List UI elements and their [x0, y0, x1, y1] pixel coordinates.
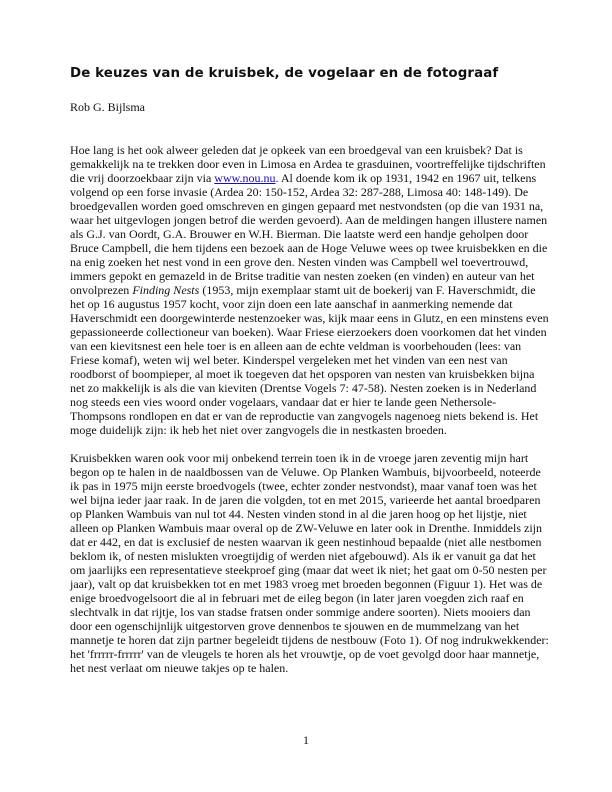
- document-title: De keuzes van de kruisbek, de vogelaar en de fotograaf: [70, 66, 499, 81]
- paragraph-1-text-a: Hoe lang is het ook alweer geleden dat je opkeek van een broedgeval van een kruisbek? Dat is gemakkelijk na te trekken door even in Limosa en Ardea te grasduinen, voortreffelijke tijdschriften die vrij doorzoekbaar zijn via: [70, 143, 546, 185]
- nou-website-link[interactable]: www.nou.nu: [214, 171, 276, 185]
- article-body: [70, 143, 550, 689]
- paragraph-1: [70, 143, 550, 437]
- author-name: Rob G. Bijlsma: [70, 100, 146, 114]
- paragraph-1-text-b: . Al doende kom ik op 1931, 1942 en 1967 uit, telkens volgend op een forse invasie (Ardea 20: 150-152, Ardea 32: 287-288, Limosa 40: 148-149). De broedgevallen worden goed omschreven en gingen gepaard met nestvondsten (op die van 1931 na, waar het uitgevlogen jongen betrof die werden gevoerd). Aan de meldingen hangen illustere namen als G.J. van Oordt, G.A. Brouwer en W.H. Bierman. Die laatste werd een handje geholpen door Bruce Campbell, die hem tijdens een bezoek aan de Hoge Veluwe wees op twee kruisbekken en die na enig zoeken het nest vond in een grove den. Nesten vinden was Campbell wel toevertrouwd, immers gepokt en gemazeld in de Britse traditie van nesten zoeken (en vinden) en auteur van het onvolprezen: [70, 171, 548, 297]
- book-title-italic: Finding Nests: [132, 283, 200, 297]
- paragraph-2: Kruisbekken waren ook voor mij onbekend terrein toen ik in de vroege jaren zeventig mijn hart begon op te halen in de naaldbossen van de Veluwe. Op Planken Wambuis, bijvoorbeeld, noteerde ik pas in 1975 mijn eerste broedvogels (twee, echter zonder nestvondst), maar vanaf toen was het wel bijna ieder jaar raak. In de jaren die volgden, tot en met 2015, varieerde het aantal broedparen op Planken Wambuis van nul tot 44. Nesten vinden stond in al die jaren hoog op het lijstje, niet alleen op Planken Wambuis maar overal op de ZW-Veluwe en later ook in Drenthe. Inmiddels zijn dat er 442, en dat is exclusief de nesten waarvan ik geen nestinhoud bepaalde (niet alle nestbomen beklom ik, of nesten mislukten vroegtijdig of werden niet afgebouwd). Als ik er vanuit ga dat het om jaarlijks een representatieve steekproef ging (maar dat weet ik niet; het gaat om 0-50 nesten per jaar), valt op dat kruisbekken tot en met 1983 vroeg met broeden begonnen (Figuur 1). Het was de enige broedvogelsoort die al in februari met de eileg begon (in later jaren voegden zich raaf en slechtvalk in dat rijtje, los van stadse fratsen onder sommige andere soorten). Niets mooiers dan door een ogenschijnlijk uitgestorven grove dennenbos te sjouwen en de mummelzang van het mannetje te horen dat zijn partner begeleidt tijdens de nestbouw (Foto 1). Of nog indrukwekkender: het 'frrrrr-frrrrr' van de vleugels te horen als het vrouwtje, op de voet gevolgd door haar mannetje, het nest verlaat om nieuwe takjes op te halen.: [70, 451, 549, 675]
- paragraph-1-text-c: (1953, mijn exemplaar stamt uit de boekerij van F. Haverschmidt, die het op 16 augustus 1957 kocht, voor zijn doen een late aanschaf in aanmerking nemende dat Haverschmidt een doorgewinterde nestenzoeker was, kijk maar eens in Glutz, en een minstens even gepassioneerde collectioneur van boeken). Waar Friese eierzoekers doen voorkomen dat het vinden van een kievitsnest een hele toer is en alleen aan de echte veldman is voorbehouden (lees: van Friese komaf), weten wij wel beter. Kinderspel vergeleken met het vinden van een nest van roodborst of boompieper, al moet ik toegeven dat het opsporen van nesten van kruisbekken bijna net zo makkelijk is als die van kieviten (Drentse Vogels 7: 47-58). Nesten zoeken is in Nederland nog steeds een vies woord onder vogelaars, vandaar dat er hier te lande geen Nethersole-Thompsons rondlopen en dat er van de reproductie van zangvogels nagenoeg niets bekend is. Het moge duidelijk zijn: ik heb het niet over zangvogels die in nestkasten broeden.: [70, 283, 549, 437]
- page-number: 1: [303, 733, 309, 747]
